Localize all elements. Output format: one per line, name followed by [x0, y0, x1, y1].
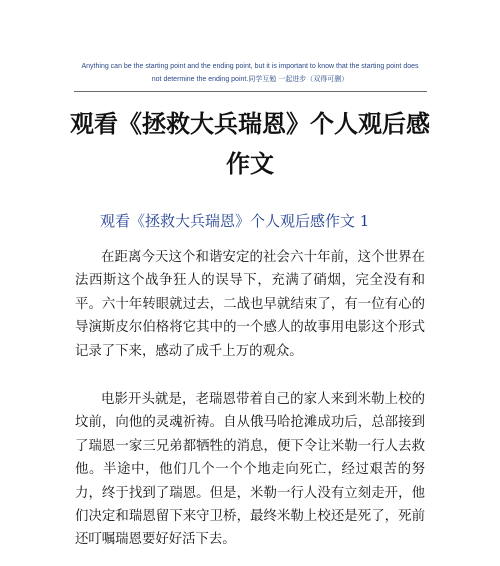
paragraph-2: 电影开头就是，老瑞恩带着自己的家人来到米勒上校的坟前，向他的灵魂祈祷。自从俄马哈抢滩成功后，总部接到了瑞恩一家三兄弟都牺牲的消息，便下令让米勒一行人去救他。半途中，他们几个一个个地走向死亡，经过艰苦的努力，终于找到了瑞恩。但是，米勒一行人没有立刻走开，他们决定和瑞恩留下来守卫桥，最终米勒上校还是死了，死前还叮嘱瑞恩要好好活下去。	[75, 392, 425, 548]
header-line-2: not determine the ending point.同学互勉 一起进步（双得可删）	[151, 76, 349, 83]
header-line-1: Anything can be the starting point and the ending point, but it is important to know that the starting point does	[81, 63, 419, 70]
header-divider	[74, 91, 427, 92]
document-title: 观看《拯救大兵瑞恩》个人观后感作文	[70, 109, 430, 178]
page-header	[0, 60, 500, 86]
paragraph-1: 在距离今天这个和谐安定的社会六十年前，这个世界在法西斯这个战争狂人的误导下，充满了硝烟，完全没有和平。六十年转眼就过去，二战也早就结束了，有一位有心的导演斯皮尔伯格将它其中的一个感人的故事用电影这个形式记录了下来，感动了成千上万的观众。	[75, 250, 425, 359]
section-heading: 观看《拯救大兵瑞恩》个人观后感作文 1	[100, 212, 370, 230]
